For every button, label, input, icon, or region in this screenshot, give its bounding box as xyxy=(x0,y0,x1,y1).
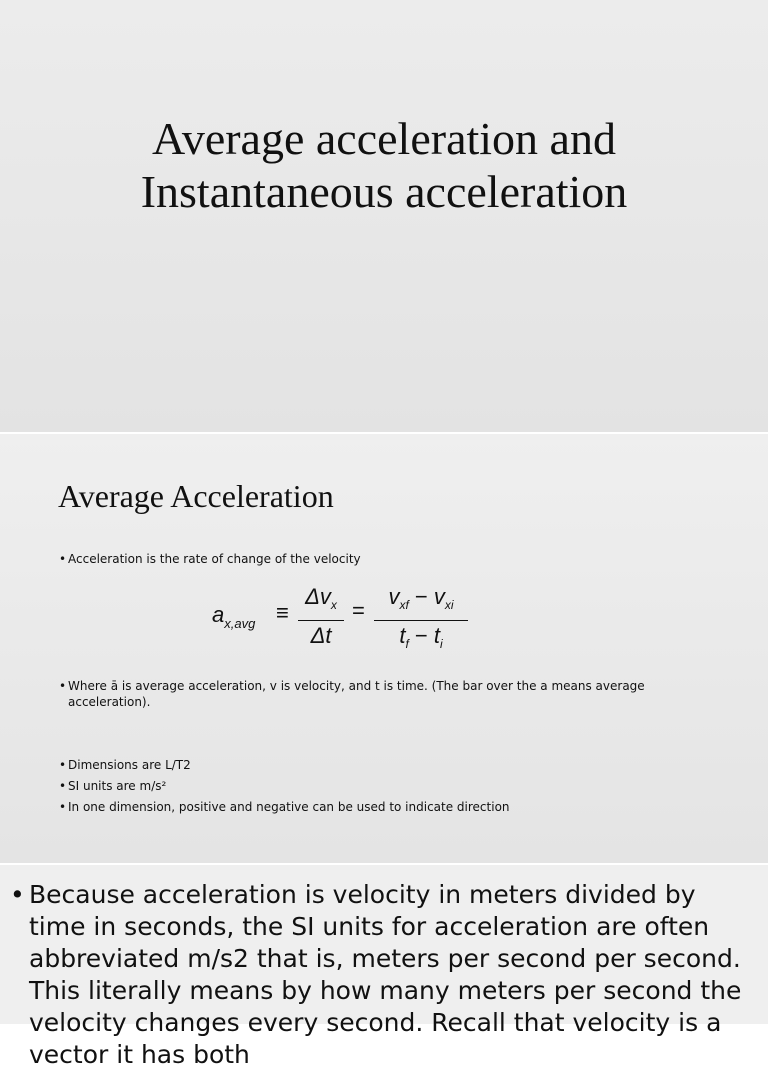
bullet-marker: • xyxy=(59,779,67,793)
bullet-marker: • xyxy=(59,679,67,693)
formula-fraction-2: $v_{xf} - v_{xi}$ $t_f - t_i$ xyxy=(374,584,468,657)
title-line-1: Average acceleration and xyxy=(152,113,616,164)
slide-2 xyxy=(0,434,768,863)
formula-equals: = xyxy=(352,598,365,623)
bullet-si-units: • SI units are m/s² xyxy=(59,779,167,793)
average-acceleration-formula xyxy=(212,584,472,654)
bullet-marker: • xyxy=(10,880,25,909)
explanation-text: Because acceleration is velocity in meters divided by time in seconds, the SI units for acceleration are often abbreviated m/s2 that is, meters per second per second. This literally means by how many meters per second the velocity changes every second. Recall that velocity is a vector it has both xyxy=(29,880,742,1069)
title-line-2: Instantaneous acceleration xyxy=(140,166,628,217)
formula-equiv: ≡ xyxy=(276,600,289,625)
bullet-dimensions: • Dimensions are L/T2 xyxy=(59,758,191,772)
slide-1-title xyxy=(0,112,768,218)
bullet-marker: • xyxy=(59,758,67,772)
bullet-direction: • In one dimension, positive and negative can be used to indicate direction xyxy=(59,800,510,814)
bullet-acceleration-definition: • Acceleration is the rate of change of the velocity xyxy=(59,552,361,566)
bullet-where-definitions: • Where ā is average acceleration, v is velocity, and t is time. (The bar over the a means average acceleration). xyxy=(59,679,645,709)
slide-2-title: Average Acceleration xyxy=(58,478,334,514)
slide-3 xyxy=(0,865,768,1069)
bullet-si-units-explanation xyxy=(10,879,758,1071)
slide-1 xyxy=(0,0,768,432)
bullet-marker: • xyxy=(59,552,67,566)
formula-fraction-1: $\Delta v_x$ Δt xyxy=(298,584,344,649)
formula-lhs: $a_{x,avg}$ xyxy=(212,602,256,631)
bullet-marker: • xyxy=(59,800,67,814)
